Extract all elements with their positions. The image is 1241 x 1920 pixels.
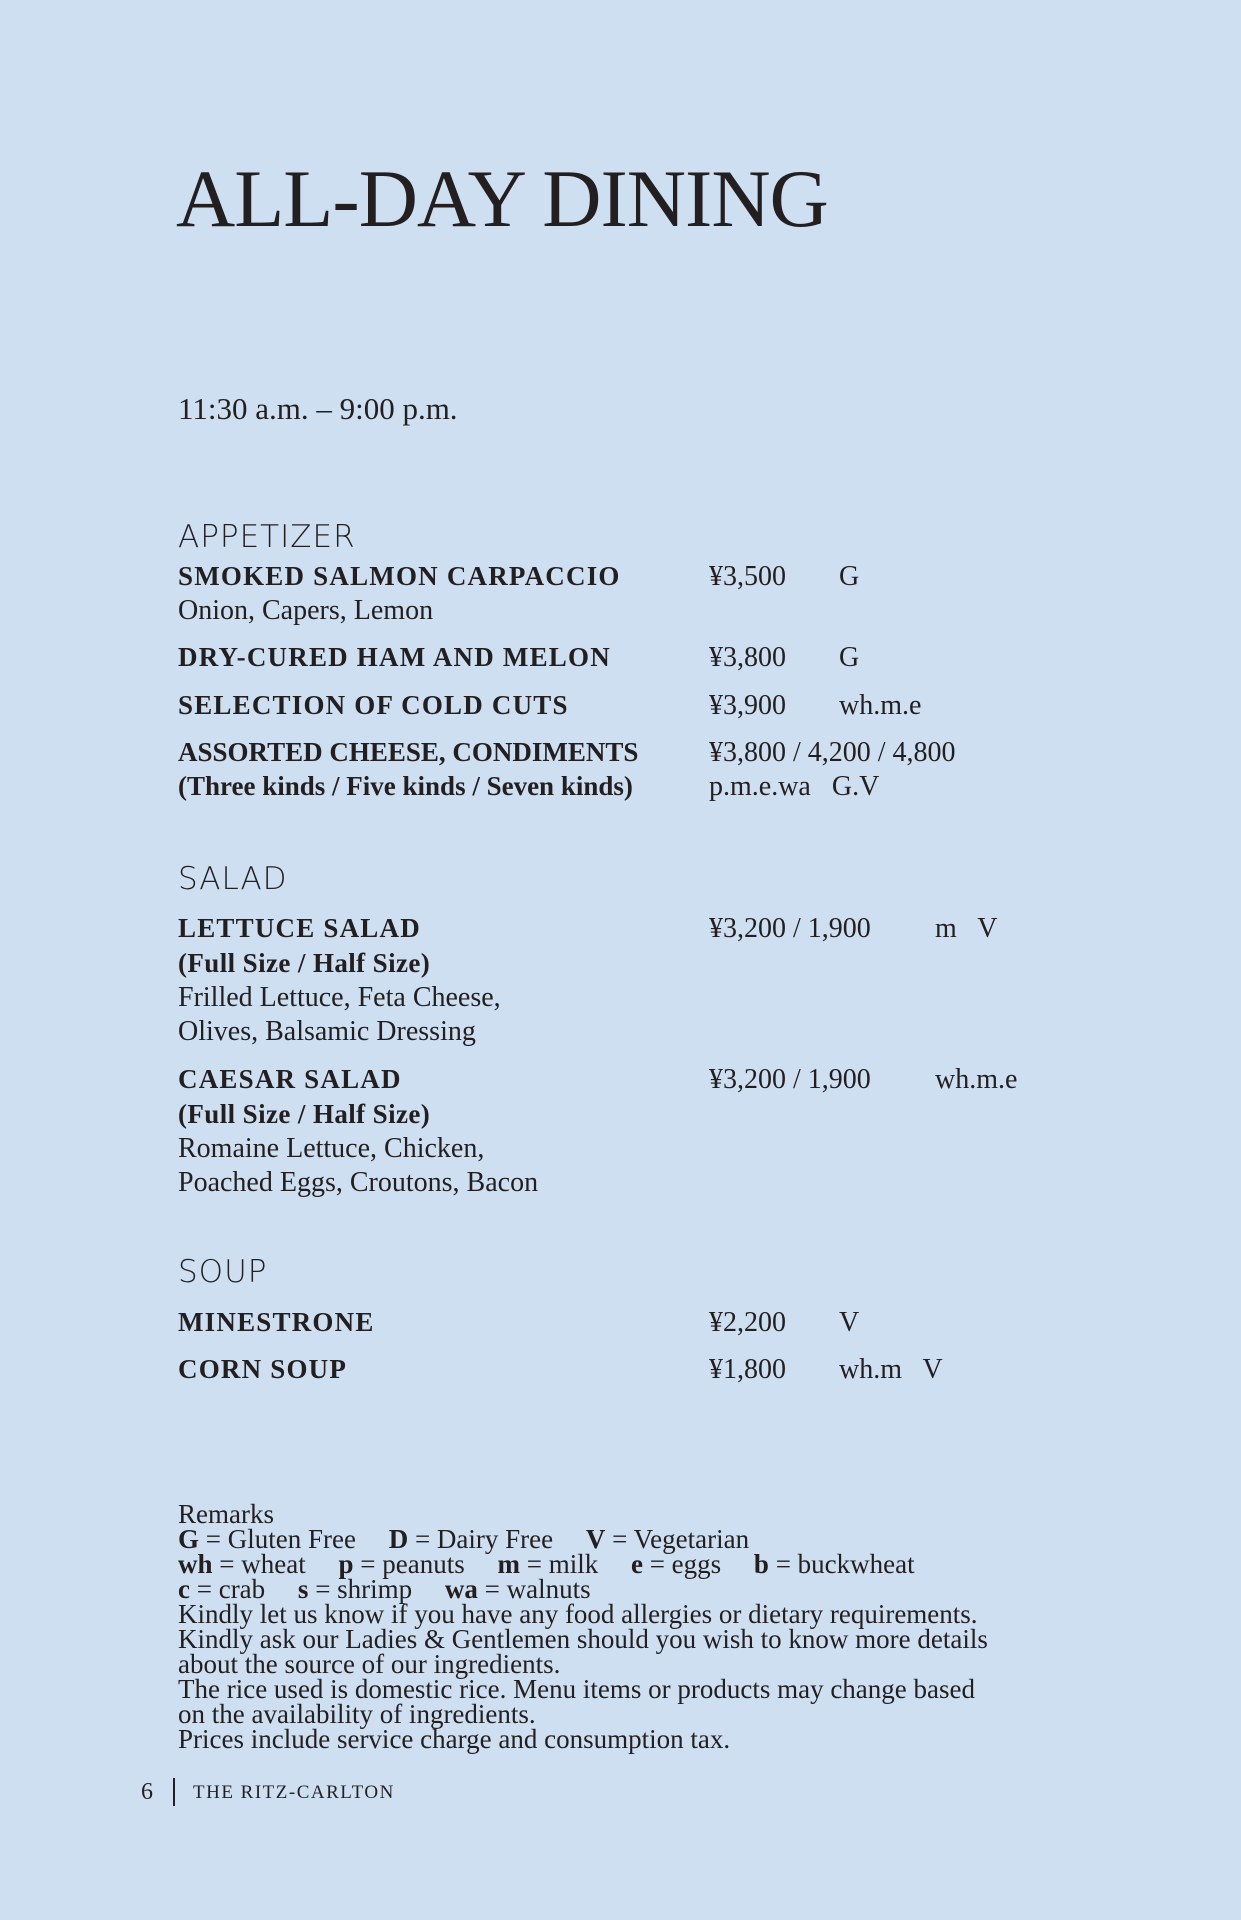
item-sub: (Three kinds / Five kinds / Seven kinds) bbox=[178, 771, 633, 801]
legend-key: p bbox=[338, 1549, 354, 1579]
legend-text: = crab bbox=[196, 1574, 266, 1604]
legend-key: c bbox=[178, 1574, 190, 1604]
remarks-heading: Remarks bbox=[178, 1499, 274, 1529]
remarks-note: The rice used is domestic rice. Menu items or products may change based bbox=[178, 1674, 976, 1704]
item-allergen-tags: G bbox=[839, 642, 860, 673]
item-name: ASSORTED CHEESE, CONDIMENTS bbox=[178, 737, 639, 767]
item-price: ¥3,500 bbox=[709, 561, 786, 592]
legend-key: wa bbox=[444, 1574, 478, 1604]
legend-key: e bbox=[630, 1549, 643, 1579]
remarks-note: Kindly ask our Ladies & Gentlemen should you wish to know more details bbox=[178, 1624, 988, 1654]
page-title: ALL-DAY DINING bbox=[176, 153, 828, 244]
legend-key: wh bbox=[178, 1549, 213, 1579]
item-name: CORN SOUP bbox=[178, 1354, 348, 1384]
page-footer bbox=[141, 1778, 395, 1806]
section-heading-salad: SALAD bbox=[178, 861, 288, 897]
item-price: ¥3,900 bbox=[709, 690, 786, 721]
legend-item bbox=[631, 1549, 721, 1579]
legend-text: = milk bbox=[526, 1549, 599, 1579]
legend-text: = peanuts bbox=[360, 1549, 465, 1579]
item-name: SMOKED SALMON CARPACCIO bbox=[178, 561, 621, 591]
remarks-note: about the source of our ingredients. bbox=[178, 1649, 561, 1679]
remarks-note: Kindly let us know if you have any food allergies or dietary requirements. bbox=[178, 1599, 978, 1629]
item-price: ¥3,200 / 1,900 bbox=[709, 1064, 871, 1095]
item-name: DRY-CURED HAM AND MELON bbox=[178, 642, 611, 672]
legend-text: = Dairy Free bbox=[414, 1524, 554, 1554]
legend-key: b bbox=[753, 1549, 769, 1579]
legend-key: V bbox=[585, 1524, 606, 1554]
legend-item bbox=[754, 1549, 915, 1579]
section-heading-appetizer: APPETIZER bbox=[178, 519, 356, 555]
item-description: Onion, Capers, Lemon bbox=[178, 595, 434, 626]
brand-name: THE RITZ-CARLTON bbox=[193, 1781, 395, 1803]
remarks-note: on the availability of ingredients. bbox=[178, 1699, 536, 1729]
remarks-note: Prices include service charge and consumption tax. bbox=[178, 1724, 731, 1754]
item-price: ¥1,800 bbox=[709, 1354, 786, 1385]
item-price: ¥3,800 bbox=[709, 642, 786, 673]
item-name: SELECTION OF COLD CUTS bbox=[178, 690, 569, 720]
page-number: 6 bbox=[141, 1779, 153, 1805]
item-price: ¥3,800 / 4,200 / 4,800 bbox=[709, 737, 956, 768]
legend-text: = eggs bbox=[649, 1549, 722, 1579]
item-allergen-tags: m V bbox=[935, 913, 998, 944]
item-allergen-tags: wh.m.e bbox=[839, 690, 922, 721]
legend-text: = buckwheat bbox=[775, 1549, 915, 1579]
legend-key: s bbox=[297, 1574, 309, 1604]
legend-text: = Gluten Free bbox=[205, 1524, 356, 1554]
item-name: MINESTRONE bbox=[178, 1307, 375, 1337]
legend-text: = wheat bbox=[219, 1549, 306, 1579]
legend-text: = Vegetarian bbox=[612, 1524, 750, 1554]
item-description: Romaine Lettuce, Chicken, bbox=[178, 1133, 485, 1164]
item-allergen-tags: V bbox=[839, 1307, 860, 1338]
item-description: Olives, Balsamic Dressing bbox=[178, 1016, 476, 1047]
item-allergen-tags: p.m.e.wa G.V bbox=[709, 771, 880, 802]
legend-text: = walnuts bbox=[484, 1574, 591, 1604]
item-allergen-tags: wh.m V bbox=[839, 1354, 943, 1385]
item-price: ¥3,200 / 1,900 bbox=[709, 913, 871, 944]
legend-key: D bbox=[388, 1524, 409, 1554]
item-name: CAESAR SALAD bbox=[178, 1064, 402, 1094]
item-sub: (Full Size / Half Size) bbox=[178, 948, 431, 978]
remarks-block bbox=[178, 1499, 1078, 1754]
legend-key: m bbox=[497, 1549, 520, 1579]
section-heading-soup: SOUP bbox=[178, 1254, 268, 1290]
footer-divider bbox=[173, 1778, 175, 1806]
item-description: Poached Eggs, Croutons, Bacon bbox=[178, 1167, 539, 1198]
item-price: ¥2,200 bbox=[709, 1307, 786, 1338]
legend-key: G bbox=[178, 1524, 200, 1554]
item-description: Frilled Lettuce, Feta Cheese, bbox=[178, 982, 501, 1013]
item-allergen-tags: wh.m.e bbox=[935, 1064, 1018, 1095]
item-allergen-tags: G bbox=[839, 561, 860, 592]
item-name: LETTUCE SALAD bbox=[178, 913, 421, 943]
item-sub: (Full Size / Half Size) bbox=[178, 1099, 431, 1129]
service-hours: 11:30 a.m. – 9:00 p.m. bbox=[178, 391, 458, 426]
legend-text: = shrimp bbox=[315, 1574, 413, 1604]
